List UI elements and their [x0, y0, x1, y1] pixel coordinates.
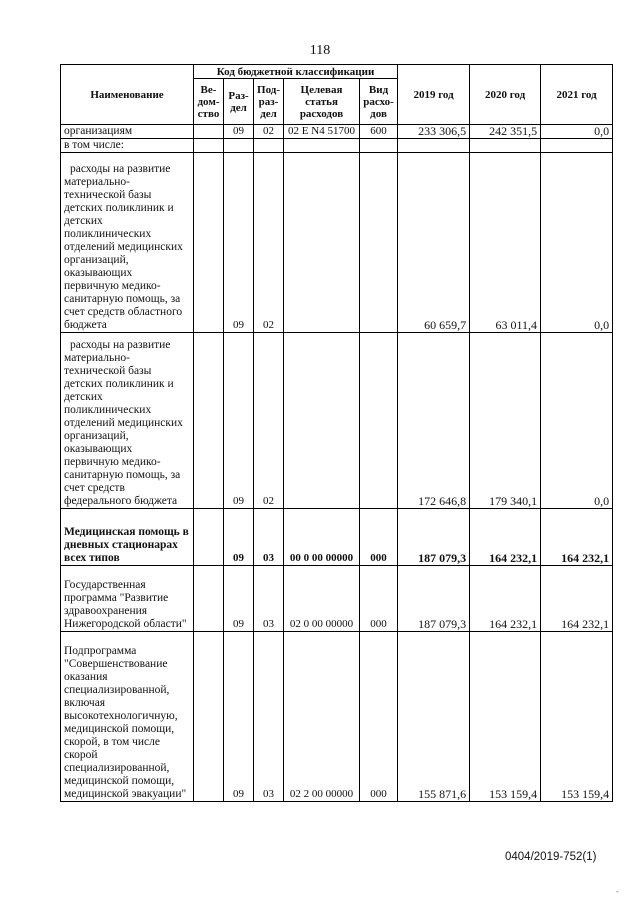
cell-y2019: 187 079,3 [398, 509, 470, 566]
cell-podrazdel: 02 [254, 125, 284, 139]
table-body [61, 125, 613, 802]
page-number: 118 [309, 43, 331, 58]
cell-razdel: 09 [224, 153, 254, 333]
cell-y2021 [541, 139, 613, 153]
table-row [61, 153, 613, 333]
header-2021: 2021 год [541, 65, 613, 125]
cell-podrazdel: 02 [254, 153, 284, 333]
cell-y2019 [398, 139, 470, 153]
cell-podrazdel [254, 139, 284, 153]
cell-y2020: 179 340,1 [470, 333, 541, 509]
cell-vid [360, 333, 398, 509]
header-name: Наименование [61, 65, 194, 125]
header-vedomstvo: Ве-дом-ство [194, 79, 224, 125]
cell-y2019: 172 646,8 [398, 333, 470, 509]
cell-target [284, 139, 360, 153]
cell-ved [194, 333, 224, 509]
cell-target: 02 0 00 00000 [284, 566, 360, 632]
cell-y2021: 0,0 [541, 333, 613, 509]
header-code-group: Код бюджетной классификации [194, 65, 398, 79]
table-row [61, 333, 613, 509]
header-2020: 2020 год [470, 65, 541, 125]
cell-ved [194, 125, 224, 139]
cell-y2020: 242 351,5 [470, 125, 541, 139]
header-2019: 2019 год [398, 65, 470, 125]
cell-ved [194, 139, 224, 153]
cell-name: Подпрограмма "Совершенствование оказания специализированной, включая высокотехнологичную, медицинской помощи, скорой, в том числе скорой специализированной, медицинской помощи, медицинской эвакуации" [61, 632, 194, 802]
cell-vid [360, 139, 398, 153]
cell-ved [194, 509, 224, 566]
cell-ved [194, 566, 224, 632]
cell-y2021: 164 232,1 [541, 566, 613, 632]
document-code: 0404/2019-752(1) [505, 851, 597, 863]
cell-podrazdel: 03 [254, 509, 284, 566]
cell-podrazdel: 02 [254, 333, 284, 509]
cell-podrazdel: 03 [254, 566, 284, 632]
cell-vid [360, 153, 398, 333]
header-podrazdel: Под-раз-дел [254, 79, 284, 125]
cell-razdel: 09 [224, 509, 254, 566]
cell-y2020: 153 159,4 [470, 632, 541, 802]
edge-mark: - [616, 887, 619, 896]
cell-y2019: 233 306,5 [398, 125, 470, 139]
cell-razdel [224, 139, 254, 153]
cell-name: организациям [61, 125, 194, 139]
cell-name: расходы на развитие материально-технической базы детских поликлиник и детских поликлинических отделений медицинских организаций, оказывающих первичную медико-санитарную помощь, за счет средств областного бюджета [61, 153, 194, 333]
header-target: Целевая статья расходов [284, 79, 360, 125]
cell-razdel: 09 [224, 125, 254, 139]
cell-name: Государственная программа "Развитие здравоохранения Нижегородской области" [61, 566, 194, 632]
header-vid: Вид расхо-дов [360, 79, 398, 125]
cell-y2020 [470, 139, 541, 153]
cell-razdel: 09 [224, 632, 254, 802]
cell-y2021: 0,0 [541, 125, 613, 139]
cell-vid: 000 [360, 509, 398, 566]
cell-vid: 600 [360, 125, 398, 139]
cell-y2021: 164 232,1 [541, 509, 613, 566]
budget-table [60, 64, 613, 802]
cell-name: расходы на развитие материально-технической базы детских поликлиник и детских поликлинических отделений медицинских организаций, оказывающих первичную медико-санитарную помощь, за счет средств федерального бюджета [61, 333, 194, 509]
table-row [61, 632, 613, 802]
cell-y2021: 153 159,4 [541, 632, 613, 802]
cell-target: 00 0 00 00000 [284, 509, 360, 566]
cell-target [284, 333, 360, 509]
cell-vid: 000 [360, 566, 398, 632]
table-row [61, 139, 613, 153]
cell-target: 02 2 00 00000 [284, 632, 360, 802]
cell-ved [194, 632, 224, 802]
table-row [61, 509, 613, 566]
cell-ved [194, 153, 224, 333]
cell-podrazdel: 03 [254, 632, 284, 802]
cell-y2020: 63 011,4 [470, 153, 541, 333]
cell-razdel: 09 [224, 333, 254, 509]
cell-y2020: 164 232,1 [470, 509, 541, 566]
cell-y2019: 155 871,6 [398, 632, 470, 802]
table-row [61, 566, 613, 632]
cell-name: Медицинская помощь в дневных стационарах всех типов [61, 509, 194, 566]
cell-y2019: 60 659,7 [398, 153, 470, 333]
table-row [61, 125, 613, 139]
cell-vid: 000 [360, 632, 398, 802]
cell-razdel: 09 [224, 566, 254, 632]
cell-name: в том числе: [61, 139, 194, 153]
cell-target: 02 Е N4 51700 [284, 125, 360, 139]
cell-y2019: 187 079,3 [398, 566, 470, 632]
cell-y2021: 0,0 [541, 153, 613, 333]
header-razdel: Раз-дел [224, 79, 254, 125]
cell-y2020: 164 232,1 [470, 566, 541, 632]
cell-target [284, 153, 360, 333]
